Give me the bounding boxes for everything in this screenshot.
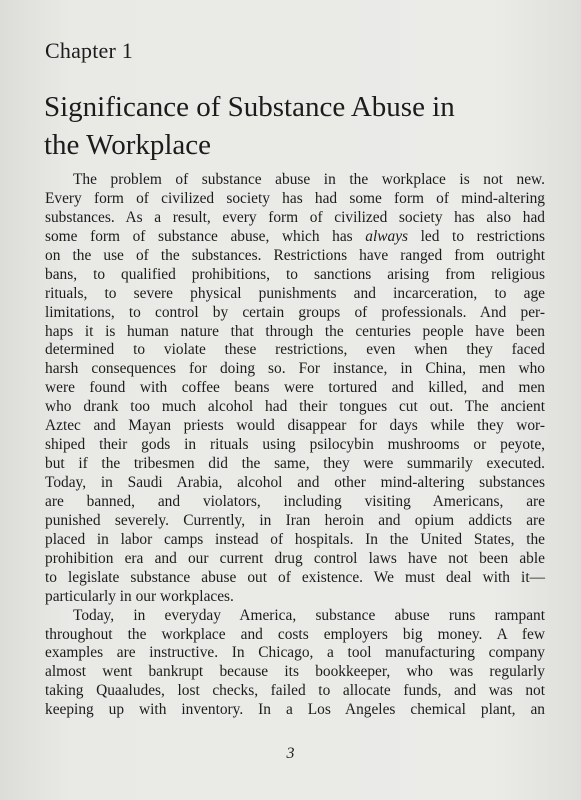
chapter-label: Chapter 1 — [45, 38, 133, 63]
body-text — [45, 171, 545, 720]
text-line: Today, in Saudi Arabia, alcohol and other mind-altering substances — [45, 474, 545, 491]
emphasis-always: always — [365, 227, 409, 245]
chapter-title-line-1: Significance of Substance Abuse in — [44, 91, 455, 123]
text-line: throughout the workplace and costs employers big money. A few — [45, 625, 545, 643]
text-line: are banned, and violators, including visiting Americans, are — [45, 492, 545, 510]
text-line: almost went bankrupt because its bookkeeper, who was regularly — [45, 663, 545, 681]
text-line: to legislate substance abuse out of existence. We must deal with it— — [45, 568, 545, 586]
text-line: examples are instructive. In Chicago, a tool manufacturing company — [45, 644, 545, 662]
text-line: rituals, to severe physical punishments and incarceration, to age — [45, 284, 545, 302]
text-line: determined to violate these restrictions, even when they faced — [45, 341, 545, 359]
text-segment: led to restrictions — [408, 227, 546, 245]
chapter-title — [44, 88, 544, 164]
text-line: Every form of civilized society has had some form of mind-altering — [45, 189, 545, 207]
text-line: Aztec and Mayan priests would disappear for days while they wor- — [45, 417, 545, 435]
text-line: harsh consequences for doing so. For instance, in China, men who — [45, 360, 545, 378]
text-line: prohibition era and our current drug control laws have not been able — [45, 549, 545, 567]
text-line: The problem of substance abuse in the workplace is not new. — [73, 171, 545, 188]
text-line: keeping up with inventory. In a Los Angeles chemical plant, an — [45, 701, 545, 719]
text-line: particularly in our workplaces. — [45, 587, 234, 605]
chapter-title-line-2: the Workplace — [44, 129, 212, 161]
text-line: who drank too much alcohol had their tongues cut out. The ancient — [45, 398, 545, 416]
page-number: 3 — [286, 745, 295, 762]
text-line: but if the tribesmen did the same, they were summarily executed. — [45, 455, 545, 473]
text-line: bans, to qualified prohibitions, to sanctions arising from religious — [45, 265, 545, 283]
text-line-with-emphasis — [45, 228, 545, 247]
text-line: on the use of the substances. Restrictions have ranged from outright — [45, 246, 545, 264]
text-line: Today, in everyday America, substance abuse runs rampant — [73, 606, 545, 624]
text-line: taking Quaaludes, lost checks, failed to allocate funds, and was not — [45, 682, 545, 700]
text-line: shiped their gods in rituals using psilocybin mushrooms or peyote, — [45, 436, 545, 454]
text-segment: some form of substance abuse, which has — [45, 227, 366, 245]
text-line: placed in labor camps instead of hospitals. In the United States, the — [45, 530, 545, 548]
text-line: substances. As a result, every form of civilized society has also had — [45, 208, 545, 226]
text-line: were found with coffee beans were tortured and killed, and men — [45, 379, 545, 397]
text-line: haps it is human nature that through the centuries people have been — [45, 322, 545, 340]
text-line: limitations, to control by certain groups of professionals. And per- — [45, 303, 545, 321]
text-line: punished severely. Currently, in Iran heroin and opium addicts are — [45, 511, 545, 529]
